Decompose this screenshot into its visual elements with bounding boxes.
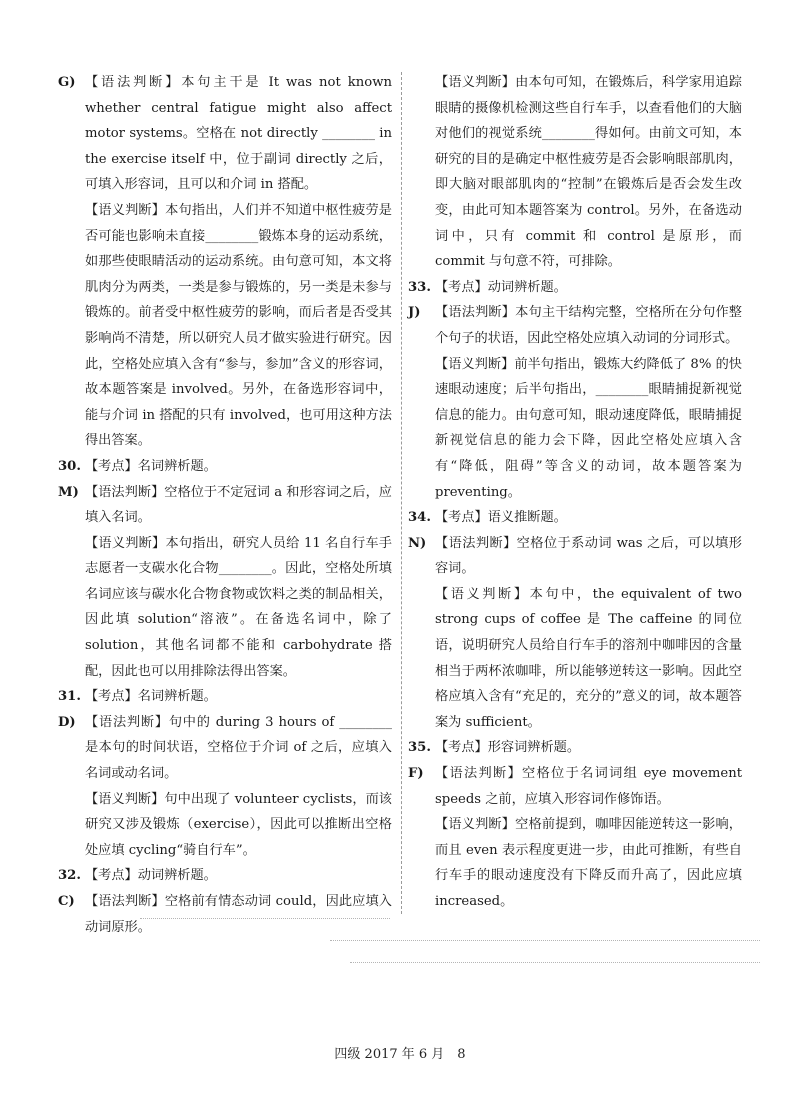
dotted-rule	[140, 918, 390, 919]
entry-label: M)	[58, 484, 79, 500]
explanation-paragraph: 【语义判断】句中出现了 volunteer cyclists，而该研究又涉及锻炼（exercise），因此可以推断出空格处应填 cycling“骑自行车”。	[85, 791, 392, 858]
answer-entry	[408, 505, 742, 531]
answer-entry	[408, 761, 742, 915]
entry-label: J)	[408, 305, 421, 321]
answer-entry	[58, 70, 392, 454]
explanation-paragraph: 【语义判断】本句指出，人们并不知道中枢性疲劳是否可能也影响未直接________锻炼本身的运动系统，如那些使眼睛活动的运动系统。由句意可知，本文将肌肉分为两类，一类是参与锻炼的，另一类是未参与锻炼的。前者受中枢性疲劳的影响，而后者是否受其影响尚不清楚，所以研究人员才做实验进行研究。因此，空格处应填入含有“参与，参加”含义的形容词，故本题答案是 involved。另外，在备选形容词中，能与介词 in 搭配的只有 involved，也可用这种方法得出答案。	[85, 202, 392, 449]
explanation-paragraph: 【语义判断】前半句指出，锻炼大约降低了 8% 的快速眼动速度；后半句指出，________眼睛捕捉新视觉信息的能力。由句意可知，眼动速度降低，眼睛捕捉新视觉信息的能力会下降，因此空格处应填入含有“降低，阻碍”等含义的动词，故本题答案为 preventing。	[435, 356, 742, 500]
explanation-paragraph: 【语法判断】句中的 during 3 hours of ________是本句的时间状语，空格位于介词 of 之后，应填入名词或动名词。	[85, 714, 392, 782]
explanation-paragraph: 【语法判断】空格前有情态动词 could，因此应填入动词原形。	[85, 894, 392, 935]
explanation-paragraph: 【语义判断】空格前提到，咖啡因能逆转这一影响，而且 even 表示程度更进一步，由此可推断，有些自行车手的眼动速度没有下降反而升高了，因此应填 increased。	[435, 817, 742, 909]
entry-label: 31.	[58, 689, 81, 705]
answer-entry	[408, 531, 742, 736]
explanation-paragraph: 【语法判断】本句主干结构完整，空格所在分句作整个句子的状语，因此空格处应填入动词的分词形式。	[435, 305, 742, 346]
page-footer: 四级 2017 年 6 月 8	[334, 1047, 466, 1062]
left-column	[58, 70, 392, 940]
entry-label: 35.	[408, 740, 431, 756]
entry-label: 30.	[58, 458, 81, 474]
explanation-paragraph: 【语法判断】空格位于名词词组 eye movement speeds 之前，应填入形容词作修饰语。	[435, 766, 742, 807]
answer-entry	[408, 275, 742, 301]
answer-entry	[58, 684, 392, 710]
entry-label: 32.	[58, 868, 81, 884]
entry-label: D)	[58, 714, 76, 730]
explanation-paragraph: 【考点】名词辨析题。	[85, 458, 217, 474]
entry-label: 33.	[408, 279, 431, 295]
explanation-paragraph: 【语义判断】本句指出，研究人员给 11 名自行车手志愿者一支碳水化合物________。因此，空格处所填名词应该与碳水化合物食物或饮料之类的制品相关，因此填 solution“溶液”。在备选名词中，除了 solution，其他名词都不能和 carbohydrate 搭配，因此也可以用排除法得出答案。	[85, 535, 392, 679]
answer-entry	[408, 70, 742, 275]
answer-entry	[58, 889, 392, 940]
explanation-paragraph: 【语法判断】空格位于系动词 was 之后，可以填形容词。	[435, 535, 742, 577]
answer-entry	[58, 863, 392, 889]
answer-entry	[58, 710, 392, 864]
entry-label: F)	[408, 766, 424, 782]
entry-label: G)	[58, 75, 76, 90]
column-divider	[401, 72, 402, 914]
explanation-paragraph: 【考点】形容词辨析题。	[435, 740, 581, 756]
explanation-paragraph: 【考点】名词辨析题。	[85, 689, 217, 705]
answer-entry	[408, 735, 742, 761]
explanation-paragraph: 【语法判断】本句主干是 It was not known whether central fatigue might also affect motor systems。空格在 not directly ________ in the exercise itself 中，位于副词 directly 之后，可填入形容词，且可以和介词 in 搭配。	[85, 75, 392, 193]
dotted-rule	[350, 962, 760, 963]
answer-entry	[58, 480, 392, 685]
entry-label: C)	[58, 894, 75, 909]
entry-label: N)	[408, 535, 427, 551]
entry-label: 34.	[408, 510, 431, 526]
answer-entry	[58, 454, 392, 480]
answer-entry	[408, 300, 742, 505]
explanation-paragraph: 【考点】动词辨析题。	[85, 868, 217, 884]
explanation-paragraph: 【语法判断】空格位于不定冠词 a 和形容词之后，应填入名词。	[85, 484, 392, 526]
dotted-rule	[330, 940, 760, 941]
right-column	[408, 70, 742, 915]
explanation-paragraph: 【考点】动词辨析题。	[435, 279, 567, 295]
explanation-paragraph: 【考点】语义推断题。	[435, 510, 567, 526]
explanation-paragraph: 【语义判断】本句中，the equivalent of two strong cups of coffee 是 The caffeine 的同位语，说明研究人员给自行车手的溶剂中咖啡因的含量相当于两杯浓咖啡，所以能够逆转这一影响。因此空格应填入含有“充足的，充分的”意义的词，故本题答案为 sufficient。	[435, 586, 742, 730]
explanation-paragraph: 【语义判断】由本句可知，在锻炼后，科学家用追踪眼睛的摄像机检测这些自行车手，以查看他们的大脑对他们的视觉系统________得如何。由前文可知，本研究的目的是确定中枢性疲劳是否会影响眼部肌肉，即大脑对眼部肌肉的“控制”在锻炼后是否会发生改变，由此可知本题答案为 control。另外，在备选动词中，只有 commit 和 control 是原形，而 commit 与句意不符，可排除。	[435, 75, 742, 270]
